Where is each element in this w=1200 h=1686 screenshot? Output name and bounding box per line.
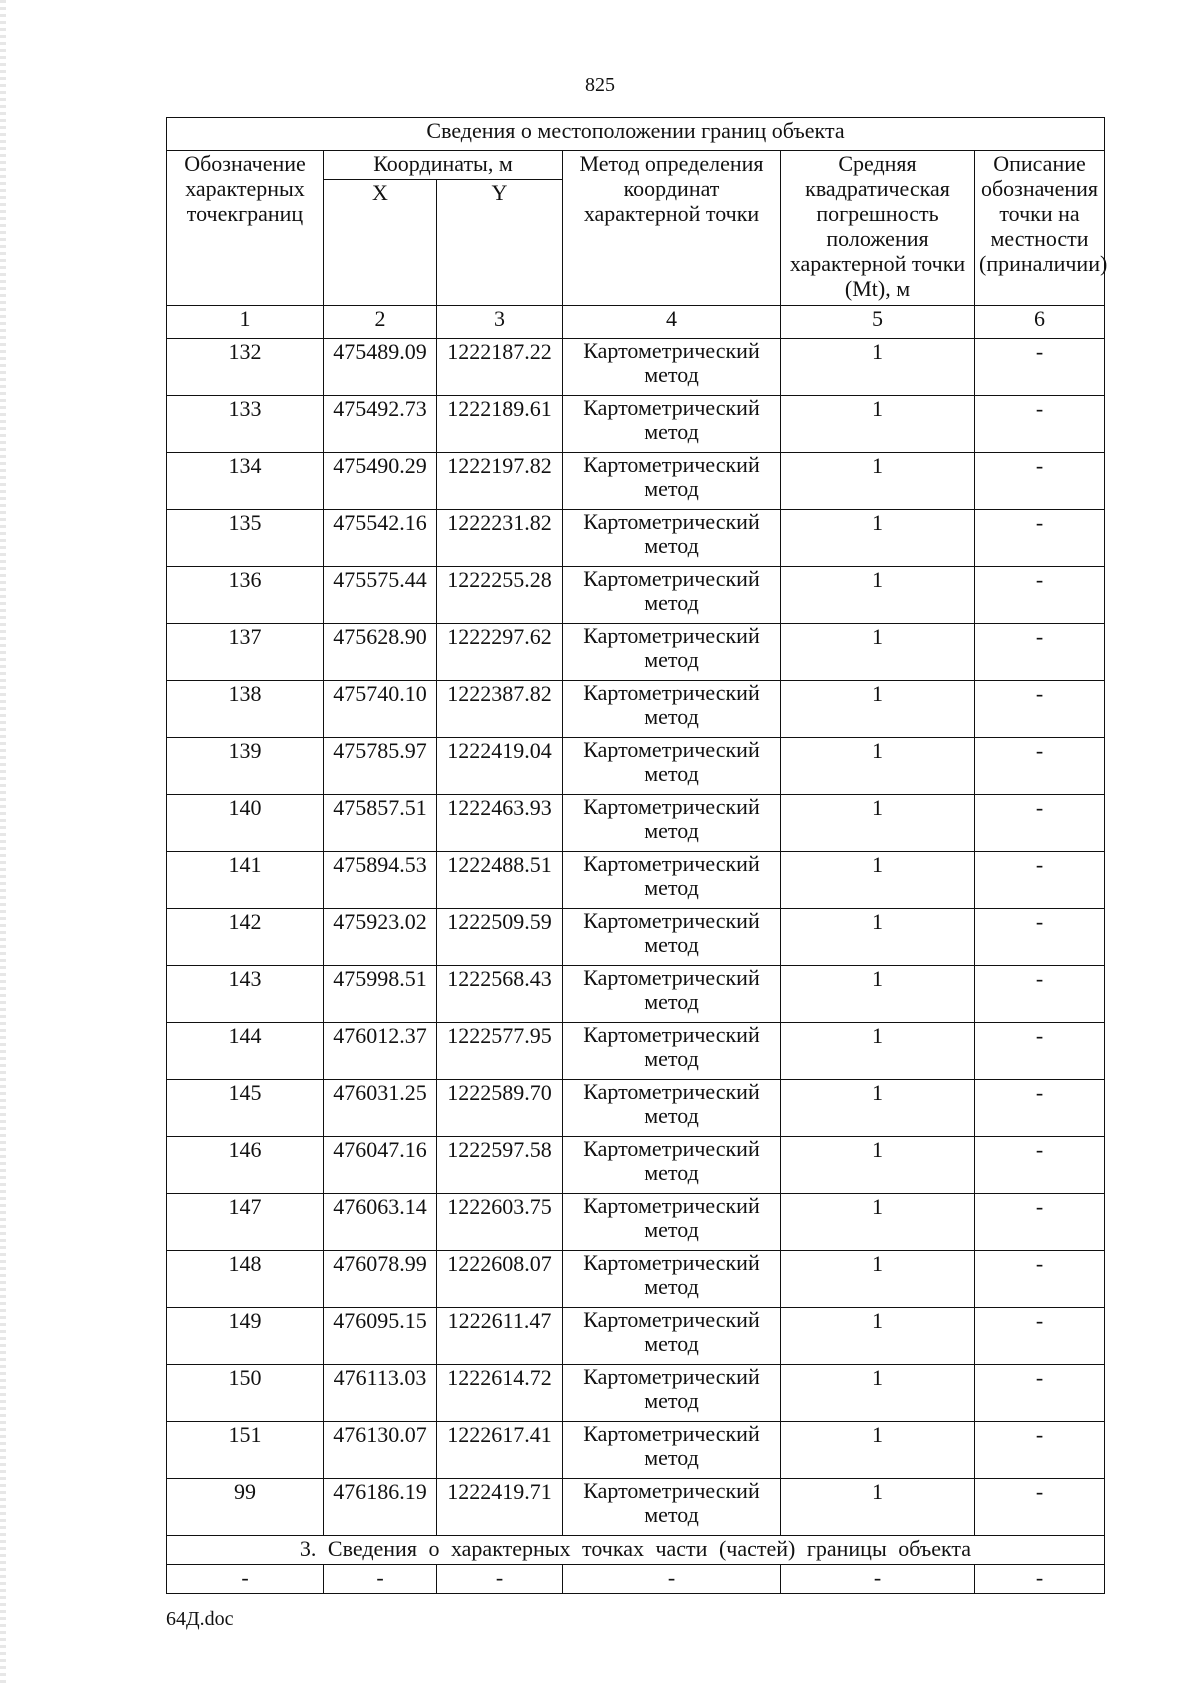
x-cell: 475998.51 (324, 966, 437, 1023)
error-cell: 1 (781, 909, 975, 966)
x-cell: 475489.09 (324, 339, 437, 396)
method-cell: Картометрический метод (563, 795, 781, 852)
error-cell: 1 (781, 681, 975, 738)
table-row (167, 681, 1105, 738)
point-cell: 136 (167, 567, 324, 624)
column-number: 6 (975, 306, 1105, 339)
y-cell: 1222197.82 (437, 453, 563, 510)
description-cell: - (975, 1422, 1105, 1479)
section3-title: 3. Сведения о характерных точках части (частей) границы объекта (167, 1536, 1105, 1565)
column-number: 5 (781, 306, 975, 339)
y-cell: 1222255.28 (437, 567, 563, 624)
point-cell: 132 (167, 339, 324, 396)
column-number-row (167, 306, 1105, 339)
error-cell: 1 (781, 1023, 975, 1080)
x-cell: 475923.02 (324, 909, 437, 966)
error-cell: 1 (781, 453, 975, 510)
x-cell: 476031.25 (324, 1080, 437, 1137)
scan-edge (0, 0, 6, 1686)
y-cell: 1222297.62 (437, 624, 563, 681)
description-cell: - (975, 1194, 1105, 1251)
table-row (167, 510, 1105, 567)
boundary-coordinates-table (166, 117, 1108, 1594)
description-cell: - (975, 567, 1105, 624)
empty-cell: - (781, 1565, 975, 1594)
description-cell: - (975, 738, 1105, 795)
page-number: 825 (585, 74, 615, 96)
method-cell: Картометрический метод (563, 1023, 781, 1080)
point-cell: 146 (167, 1137, 324, 1194)
table-row (167, 1422, 1105, 1479)
empty-cell: - (975, 1565, 1105, 1594)
point-cell: 151 (167, 1422, 324, 1479)
description-cell: - (975, 1023, 1105, 1080)
point-cell: 149 (167, 1308, 324, 1365)
y-cell: 1222419.71 (437, 1479, 563, 1536)
description-cell: - (975, 966, 1105, 1023)
method-cell: Картометрический метод (563, 1365, 781, 1422)
description-cell: - (975, 852, 1105, 909)
table-row (167, 396, 1105, 453)
description-cell: - (975, 1251, 1105, 1308)
y-cell: 1222488.51 (437, 852, 563, 909)
header-error: Средняя квадратическая погрешность положения характерной точки (Mt), м (781, 151, 975, 306)
y-cell: 1222509.59 (437, 909, 563, 966)
table-row (167, 453, 1105, 510)
x-cell: 476095.15 (324, 1308, 437, 1365)
point-cell: 135 (167, 510, 324, 567)
point-cell: 137 (167, 624, 324, 681)
x-cell: 476047.16 (324, 1137, 437, 1194)
x-cell: 475492.73 (324, 396, 437, 453)
method-cell: Картометрический метод (563, 339, 781, 396)
x-cell: 475894.53 (324, 852, 437, 909)
method-cell: Картометрический метод (563, 909, 781, 966)
table-row (167, 567, 1105, 624)
y-cell: 1222231.82 (437, 510, 563, 567)
table-row (167, 1194, 1105, 1251)
header-point-designation: Обозначение характерных точекграниц (167, 151, 324, 306)
y-cell: 1222617.41 (437, 1422, 563, 1479)
column-number: 3 (437, 306, 563, 339)
method-cell: Картометрический метод (563, 966, 781, 1023)
point-cell: 147 (167, 1194, 324, 1251)
method-cell: Картометрический метод (563, 852, 781, 909)
method-cell: Картометрический метод (563, 1308, 781, 1365)
description-cell: - (975, 1308, 1105, 1365)
point-cell: 148 (167, 1251, 324, 1308)
table-title-row (167, 118, 1105, 151)
method-cell: Картометрический метод (563, 681, 781, 738)
error-cell: 1 (781, 624, 975, 681)
table-row (167, 339, 1105, 396)
y-cell: 1222568.43 (437, 966, 563, 1023)
section3-empty-row (167, 1565, 1105, 1594)
method-cell: Картометрический метод (563, 396, 781, 453)
point-cell: 138 (167, 681, 324, 738)
table-row (167, 909, 1105, 966)
x-cell: 476012.37 (324, 1023, 437, 1080)
error-cell: 1 (781, 1194, 975, 1251)
column-number: 4 (563, 306, 781, 339)
column-number: 2 (324, 306, 437, 339)
error-cell: 1 (781, 339, 975, 396)
error-cell: 1 (781, 510, 975, 567)
point-cell: 144 (167, 1023, 324, 1080)
column-number: 1 (167, 306, 324, 339)
description-cell: - (975, 396, 1105, 453)
description-cell: - (975, 909, 1105, 966)
y-cell: 1222419.04 (437, 738, 563, 795)
y-cell: 1222463.93 (437, 795, 563, 852)
error-cell: 1 (781, 1422, 975, 1479)
method-cell: Картометрический метод (563, 1422, 781, 1479)
empty-cell: - (437, 1565, 563, 1594)
table-row (167, 1308, 1105, 1365)
y-cell: 1222608.07 (437, 1251, 563, 1308)
table-row (167, 1365, 1105, 1422)
y-cell: 1222589.70 (437, 1080, 563, 1137)
table-row (167, 1023, 1105, 1080)
point-cell: 133 (167, 396, 324, 453)
x-cell: 475542.16 (324, 510, 437, 567)
method-cell: Картометрический метод (563, 510, 781, 567)
x-cell: 475740.10 (324, 681, 437, 738)
point-cell: 143 (167, 966, 324, 1023)
x-cell: 475785.97 (324, 738, 437, 795)
error-cell: 1 (781, 795, 975, 852)
error-cell: 1 (781, 852, 975, 909)
method-cell: Картометрический метод (563, 1479, 781, 1536)
error-cell: 1 (781, 966, 975, 1023)
table-row (167, 1479, 1105, 1536)
x-cell: 476063.14 (324, 1194, 437, 1251)
header-method: Метод определения координат характерной точки (563, 151, 781, 306)
description-cell: - (975, 1080, 1105, 1137)
y-cell: 1222614.72 (437, 1365, 563, 1422)
point-cell: 139 (167, 738, 324, 795)
method-cell: Картометрический метод (563, 453, 781, 510)
x-cell: 476113.03 (324, 1365, 437, 1422)
empty-cell: - (167, 1565, 324, 1594)
table-row (167, 1080, 1105, 1137)
method-cell: Картометрический метод (563, 1137, 781, 1194)
table-title: Сведения о местоположении границ объекта (167, 118, 1105, 151)
method-cell: Картометрический метод (563, 567, 781, 624)
y-cell: 1222603.75 (437, 1194, 563, 1251)
error-cell: 1 (781, 1365, 975, 1422)
x-cell: 476186.19 (324, 1479, 437, 1536)
method-cell: Картометрический метод (563, 624, 781, 681)
table-row (167, 1137, 1105, 1194)
description-cell: - (975, 510, 1105, 567)
table-row (167, 966, 1105, 1023)
description-cell: - (975, 795, 1105, 852)
description-cell: - (975, 681, 1105, 738)
description-cell: - (975, 624, 1105, 681)
error-cell: 1 (781, 738, 975, 795)
point-cell: 140 (167, 795, 324, 852)
error-cell: 1 (781, 1308, 975, 1365)
description-cell: - (975, 1479, 1105, 1536)
x-cell: 475628.90 (324, 624, 437, 681)
error-cell: 1 (781, 396, 975, 453)
description-cell: - (975, 1365, 1105, 1422)
description-cell: - (975, 339, 1105, 396)
header-x: X (324, 180, 437, 306)
empty-cell: - (324, 1565, 437, 1594)
empty-cell: - (563, 1565, 781, 1594)
table-row (167, 795, 1105, 852)
description-cell: - (975, 453, 1105, 510)
error-cell: 1 (781, 1479, 975, 1536)
method-cell: Картометрический метод (563, 1194, 781, 1251)
footer-filename: 64Д.doc (166, 1608, 234, 1630)
x-cell: 475857.51 (324, 795, 437, 852)
error-cell: 1 (781, 567, 975, 624)
header-row-1 (167, 151, 1105, 180)
table-row (167, 852, 1105, 909)
point-cell: 141 (167, 852, 324, 909)
method-cell: Картометрический метод (563, 1080, 781, 1137)
description-cell: - (975, 1137, 1105, 1194)
table-row (167, 1251, 1105, 1308)
error-cell: 1 (781, 1137, 975, 1194)
y-cell: 1222577.95 (437, 1023, 563, 1080)
error-cell: 1 (781, 1251, 975, 1308)
method-cell: Картометрический метод (563, 738, 781, 795)
x-cell: 475490.29 (324, 453, 437, 510)
x-cell: 475575.44 (324, 567, 437, 624)
error-cell: 1 (781, 1080, 975, 1137)
table-row (167, 738, 1105, 795)
section3-title-row (167, 1536, 1105, 1565)
point-cell: 134 (167, 453, 324, 510)
x-cell: 476078.99 (324, 1251, 437, 1308)
y-cell: 1222387.82 (437, 681, 563, 738)
table-row (167, 624, 1105, 681)
y-cell: 1222597.58 (437, 1137, 563, 1194)
method-cell: Картометрический метод (563, 1251, 781, 1308)
point-cell: 99 (167, 1479, 324, 1536)
header-y: Y (437, 180, 563, 306)
header-coordinates: Координаты, м (324, 151, 563, 180)
point-cell: 145 (167, 1080, 324, 1137)
y-cell: 1222187.22 (437, 339, 563, 396)
y-cell: 1222611.47 (437, 1308, 563, 1365)
x-cell: 476130.07 (324, 1422, 437, 1479)
header-description: Описание обозначения точки на местности (приналичии) (975, 151, 1105, 306)
point-cell: 142 (167, 909, 324, 966)
y-cell: 1222189.61 (437, 396, 563, 453)
point-cell: 150 (167, 1365, 324, 1422)
